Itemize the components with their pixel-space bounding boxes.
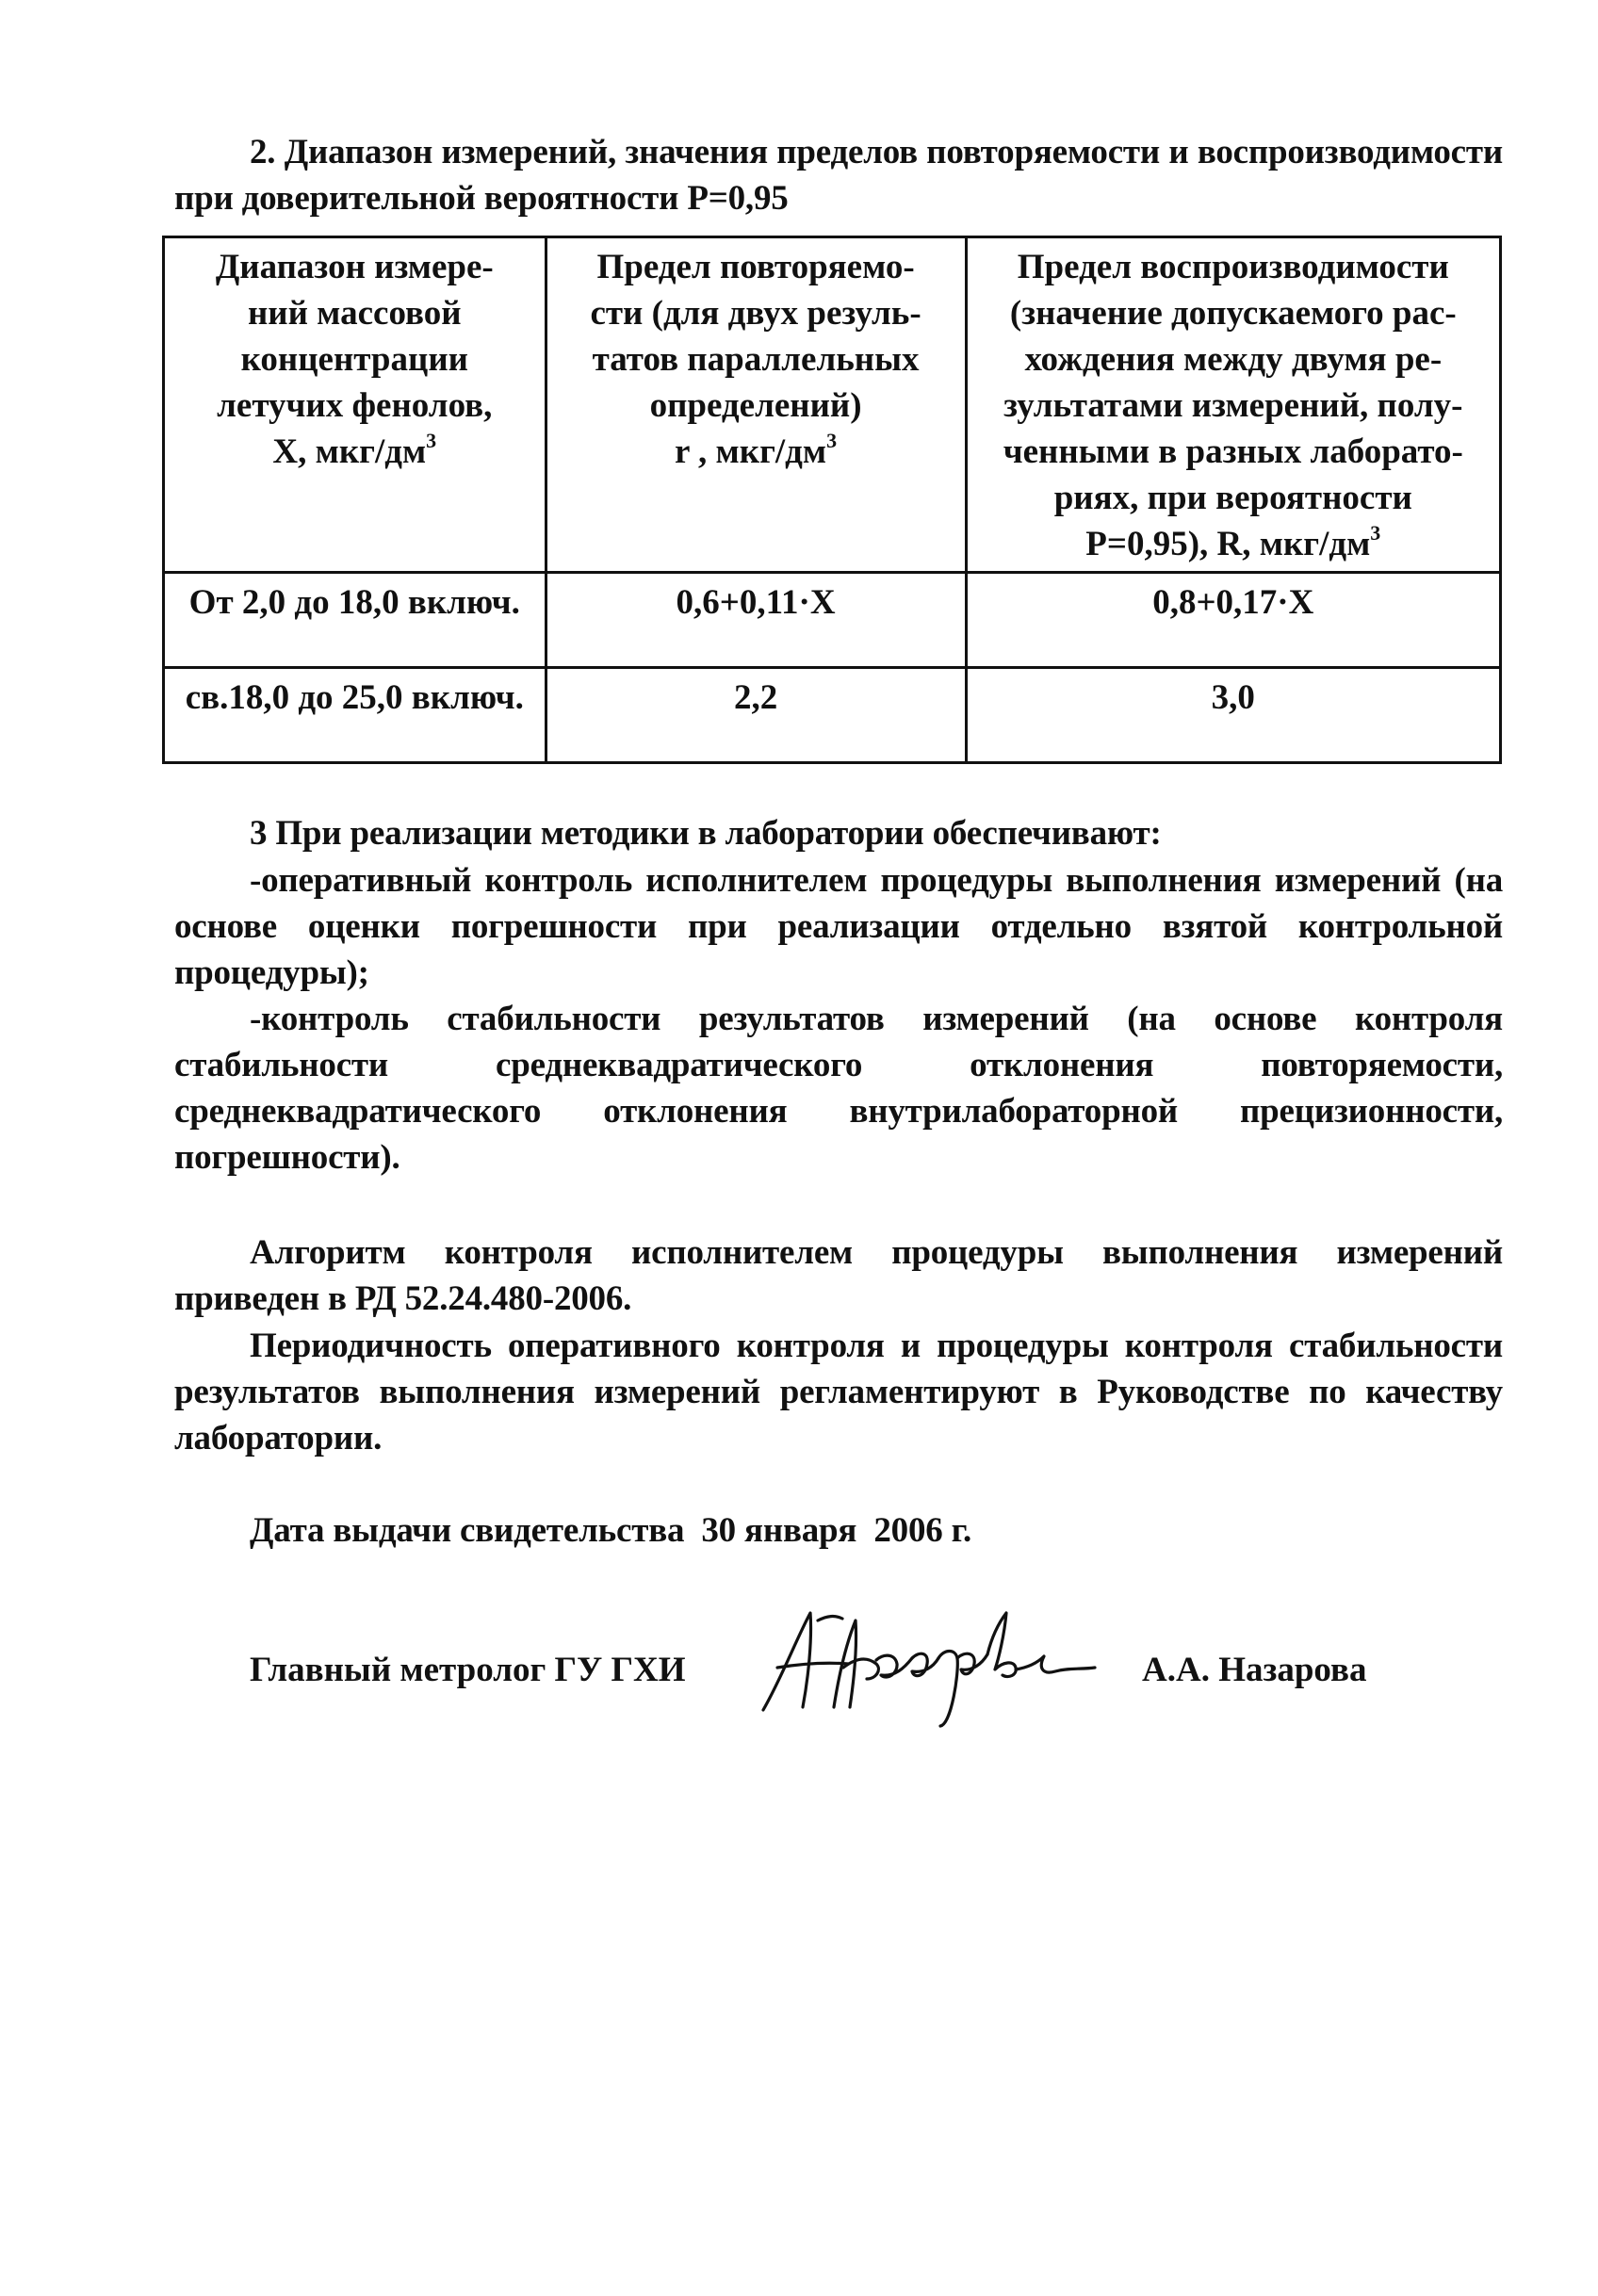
section-3-heading: 3 При реализации методики в лаборатории обеспечивают: — [250, 814, 1162, 853]
row2-range: св.18,0 до 25,0 включ. — [164, 668, 546, 763]
header-repeatability: Предел повторяемо- сти (для двух резуль- татов параллельных определений) r , мкг/$дм^3$ — [546, 237, 966, 573]
table-row — [164, 573, 1501, 668]
header-repeatability-superscript: 3 — [826, 429, 838, 452]
signatory-name: А.А. Назарова — [1142, 1651, 1367, 1689]
issue-date: Дата выдачи свидетельства 30 января 2006 г. — [250, 1511, 972, 1550]
section-2-heading: 2. Диапазон измерений, значения пределов повторяемости и воспроизводимости при доверительной вероятности Р=0,95 — [174, 133, 1503, 218]
row2-repeatability: 2,2 — [546, 668, 966, 763]
table-header-row — [164, 237, 1501, 573]
row2-reproducibility: 3,0 — [966, 668, 1500, 763]
row1-range: От 2,0 до 18,0 включ. — [164, 573, 546, 668]
header-reproducibility-superscript: 3 — [1370, 521, 1381, 545]
measurement-ranges-table — [162, 236, 1502, 764]
header-range: Диапазон измере- ний массовой концентрации летучих фенолов, X, мкг/$дм^3$ — [164, 237, 546, 573]
table-row — [164, 668, 1501, 763]
handwritten-signature — [744, 1602, 1102, 1734]
periodicity-paragraph: Периодичность оперативного контроля и процедуры контроля стабильности результатов выполнения измерений регламентируют в Руководстве по качеству лаборатории. — [174, 1327, 1503, 1457]
row1-reproducibility: 0,8+0,17·X — [966, 573, 1500, 668]
algorithm-paragraph: Алгоритм контроля исполнителем процедуры выполнения измерений приведен в РД 52.24.480-2006. — [174, 1233, 1503, 1318]
section-3-item-2: -контроль стабильности результатов измерений (на основе контроля стабильности среднеквадратического отклонения повторяемости, среднеквадратического отклонения внутрилабораторной прецизионности, погрешности). — [174, 1000, 1503, 1177]
header-range-superscript: 3 — [426, 429, 437, 452]
row1-repeatability: 0,6+0,11·X — [546, 573, 966, 668]
header-reproducibility: Предел воспроизводимости (значение допускаемого рас- хождения между двумя ре- зультатами измерений, полу- ченными в разных лаборато- риях, при вероятности Р=0,95), R, мкг/$дм^3$ — [966, 237, 1500, 573]
signatory-title: Главный метролог ГУ ГХИ — [250, 1651, 686, 1689]
section-3-item-1: -оперативный контроль исполнителем процедуры выполнения измерений (на основе оценки погрешности при реализации отдельно взятой контрольной процедуры); — [174, 861, 1503, 992]
